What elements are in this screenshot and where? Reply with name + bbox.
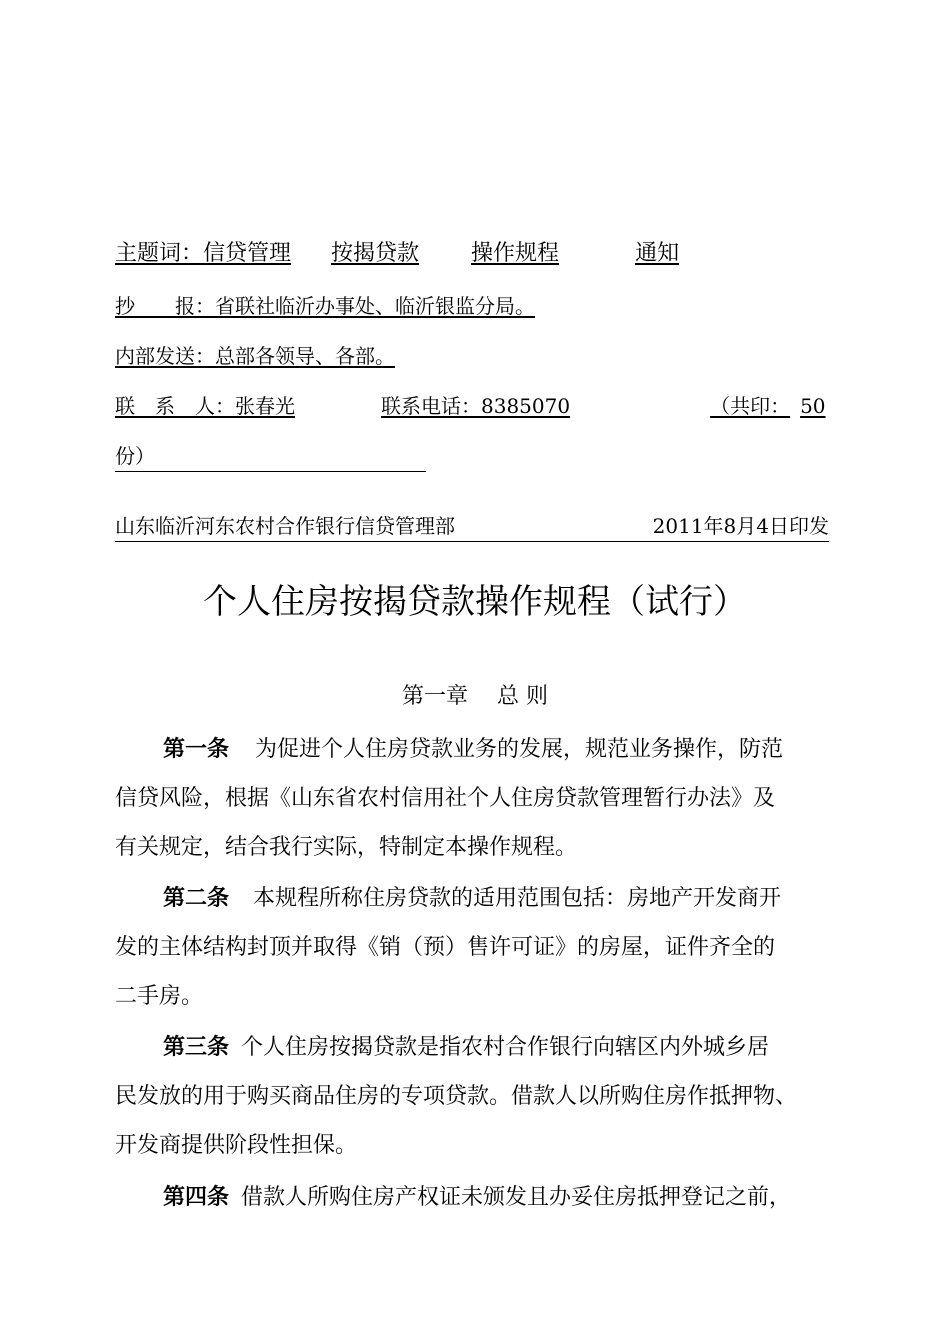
keyword-term: 操作规程 <box>471 241 560 266</box>
article-3-line-1: 第三条 个人住房按揭贷款是指农村合作银行向辖区内外城乡居 <box>163 1035 770 1060</box>
keywords-label: 主题词： <box>115 241 204 266</box>
article-label: 第一条 <box>163 737 230 762</box>
keyword-term: 信贷管理 <box>203 241 292 266</box>
article-label: 第四条 <box>163 1185 230 1210</box>
article-1-line-2: 信贷风险，根据《山东省农村信用社个人住房贷款管理暂行办法》及 <box>115 786 776 811</box>
issuer-org: 山东临沂河东农村合作银行信贷管理部 <box>115 514 455 538</box>
cc-label: 抄 报： <box>115 294 215 318</box>
article-3-line-3: 开发商提供阶段性担保。 <box>115 1133 358 1158</box>
cc-line <box>115 290 535 319</box>
article-1-line-3: 有关规定，结合我行实际，特制定本操作规程。 <box>115 835 578 860</box>
copies-number: 50 <box>800 394 826 418</box>
cc-text: 省联社临沂办事处、临沂银监分局。 <box>215 294 535 318</box>
article-2-line-3: 二手房。 <box>115 984 204 1009</box>
internal-label: 内部发送： <box>115 344 215 368</box>
contact-name: 张春光 <box>235 394 295 418</box>
issuer-date: 2011年8月4日印发 <box>652 514 829 538</box>
article-label: 第三条 <box>163 1035 230 1060</box>
document-title: 个人住房按揭贷款操作规程（试行） <box>203 582 747 622</box>
contact-label: 联 系 人： <box>115 394 235 418</box>
phone-label: 联系电话： <box>381 394 481 418</box>
article-3-line-2: 民发放的用于购买商品住房的专项贷款。借款人以所购住房作抵押物、 <box>115 1084 798 1109</box>
article-2-line-1: 第二条 本规程所称住房贷款的适用范围包括：房地产开发商开 <box>163 886 782 911</box>
article-2-line-2: 发的主体结构封顶并取得《销（预）售许可证》的房屋，证件齐全的 <box>115 935 776 960</box>
contact-line-cont <box>115 440 426 472</box>
keywords-line <box>115 236 679 267</box>
copies-close: 份） <box>115 444 155 468</box>
chapter-heading: 第一章 总 则 <box>402 684 548 709</box>
keyword-term: 按揭贷款 <box>331 241 420 266</box>
article-1-line-1: 第一条 为促进个人住房贷款业务的发展，规范业务操作，防范 <box>163 737 784 762</box>
keyword-term: 通知 <box>635 241 680 266</box>
issuer-line <box>115 510 829 542</box>
phone-number: 8385070 <box>481 394 571 418</box>
article-label: 第二条 <box>163 886 230 911</box>
article-4-line-1: 第四条 借款人所购住房产权证未颁发且办妥住房抵押登记之前， <box>163 1185 792 1210</box>
copies-open: （共印： <box>710 394 791 418</box>
internal-line <box>115 340 395 369</box>
internal-text: 总部各领导、各部。 <box>215 344 395 368</box>
contact-line <box>115 390 837 419</box>
